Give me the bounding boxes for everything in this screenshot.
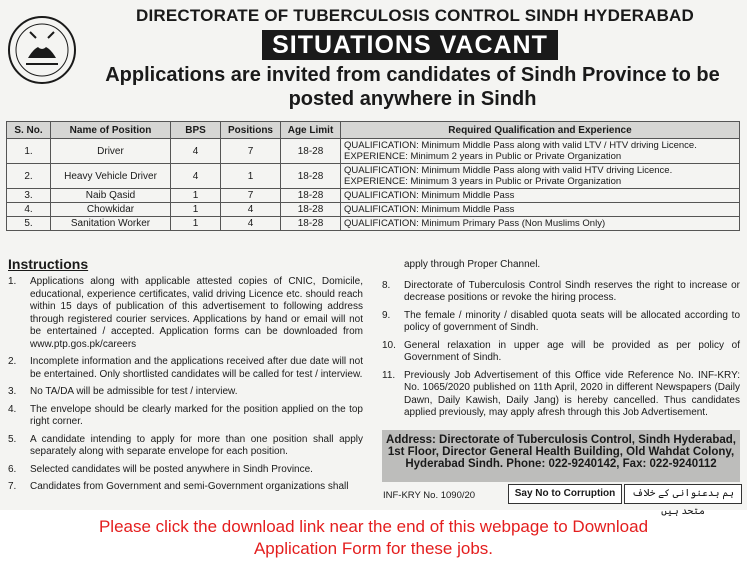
item-number: 6. (8, 463, 17, 475)
age-limit: 18-28 (281, 139, 341, 164)
positions-table (6, 121, 740, 231)
serial-number: 5. (7, 217, 51, 231)
serial-number: 1. (7, 139, 51, 164)
notice-line: Application Form for these jobs. (253, 539, 494, 558)
bps-value: 1 (171, 189, 221, 203)
item-text: General relaxation in upper age will be provided as per policy of Government of Sindh. (404, 339, 740, 363)
experience-text: EXPERIENCE: Minimum 3 years in Public or Private Organization (344, 176, 622, 187)
item-text: Applications along with applicable attested copies of CNIC, Domicile, educational, experience certificates, valid driving Licence etc. should reach within 15 days of publication of this advertisement to following address through registered courier services. Applications by hand or email will not be entertained / accepted. Application forms can be downloaded from www.ptp.gos.pk/careers (30, 276, 363, 350)
item-number: 1. (8, 276, 17, 287)
instruction-item (8, 404, 363, 429)
item-text: Selected candidates will be posted anywhere in Sindh Province. (30, 463, 313, 475)
bps-value: 1 (171, 217, 221, 231)
age-limit: 18-28 (281, 189, 341, 203)
bps-value: 4 (171, 139, 221, 164)
table-row (7, 139, 740, 164)
item-text: Incomplete information and the applications received after due date will not be entertained. Only shortlisted candidates will be called for test / interview. (30, 356, 363, 380)
item-text: No TA/DA will be admissible for test / interview. (30, 386, 238, 397)
instruction-item (8, 434, 363, 459)
item-number: 2. (8, 356, 17, 367)
experience-text: EXPERIENCE: Minimum 2 years in Public or Private Organization (344, 151, 622, 162)
say-no-to-corruption-box: Say No to Corruption (508, 484, 622, 504)
positions-count: 1 (221, 164, 281, 189)
qualification-text: QUALIFICATION: Minimum Middle Pass (341, 203, 740, 217)
instructions-right-column (382, 259, 740, 425)
column-header: Age Limit (281, 122, 341, 139)
table-row (7, 189, 740, 203)
item-number: 5. (8, 433, 17, 445)
item-number: 9. (382, 309, 391, 321)
item-number: 3. (8, 386, 17, 397)
instruction-item (8, 464, 363, 477)
item-number: 10. (382, 339, 396, 351)
positions-count: 4 (221, 217, 281, 231)
sindh-government-logo (6, 14, 78, 86)
reference-number: INF-KRY No. 1090/20 (383, 490, 476, 501)
item-text: The envelope should be clearly marked for the position applied on the top right corner. (30, 403, 363, 427)
address-box (382, 430, 740, 482)
situations-vacant-banner: SITUATIONS VACANT (262, 30, 558, 60)
instruction-item (382, 370, 740, 420)
bps-value: 4 (171, 164, 221, 189)
qualification-text: QUALIFICATION: Minimum Middle Pass (341, 189, 740, 203)
table-row (7, 164, 740, 189)
urdu-slogan-box: ہم بدعنوانی کے خلاف متحد ہیں (624, 484, 742, 504)
positions-count: 4 (221, 203, 281, 217)
table-row (7, 203, 740, 217)
age-limit: 18-28 (281, 217, 341, 231)
column-header: BPS (171, 122, 221, 139)
column-header: Required Qualification and Experience (341, 122, 740, 139)
header-title: DIRECTORATE OF TUBERCULOSIS CONTROL SINDH HYDERABAD (136, 6, 694, 25)
invitation-text: Applications are invited from candidates of Sindh Province to be posted anywhere in Sindh (105, 64, 720, 110)
column-header: Name of Position (51, 122, 171, 139)
instructions-left-column (8, 276, 363, 499)
serial-number: 3. (7, 189, 51, 203)
column-header: Positions (221, 122, 281, 139)
bps-value: 1 (171, 203, 221, 217)
qualification-text: QUALIFICATION: Minimum Middle Pass along with valid LTV / HTV driving Licence. (344, 140, 697, 151)
qualification-text: QUALIFICATION: Minimum Primary Pass (Non Muslims Only) (341, 217, 740, 231)
age-limit: 18-28 (281, 203, 341, 217)
age-limit: 18-28 (281, 164, 341, 189)
address-line: Address: Directorate of Tuberculosis Control, Sindh Hyderabad, (386, 434, 736, 446)
address-line: 1st Floor, Director General Health Building, Old Wahdat Colony, (387, 446, 735, 458)
position-name: Heavy Vehicle Driver (51, 164, 171, 189)
item-number: 11. (382, 369, 396, 381)
table-header-row (7, 122, 740, 139)
instruction-item (382, 280, 740, 305)
item-number: 4. (8, 403, 17, 415)
instruction-item (8, 481, 363, 494)
instruction-item (382, 340, 740, 365)
column-header: S. No. (7, 122, 51, 139)
position-name: Chowkidar (51, 203, 171, 217)
serial-number: 2. (7, 164, 51, 189)
instructions-heading: Instructions (8, 256, 89, 272)
instruction-item (8, 276, 363, 351)
table-row (7, 217, 740, 231)
qualification-text: QUALIFICATION: Minimum Middle Pass along with valid HTV driving Licence. (344, 165, 673, 176)
download-notice (0, 516, 747, 560)
positions-count: 7 (221, 139, 281, 164)
position-name: Naib Qasid (51, 189, 171, 203)
item-number: 7. (8, 481, 17, 492)
qualification-cell (341, 164, 740, 189)
serial-number: 4. (7, 203, 51, 217)
instruction-item (8, 386, 363, 399)
instruction-item (382, 310, 740, 335)
position-name: Driver (51, 139, 171, 164)
address-line: Hyderabad Sindh. Phone: 022-9240142, Fax: 022-9240112 (405, 458, 717, 470)
notice-line: Please click the download link near the end of this webpage to Download (98, 517, 649, 536)
positions-count: 7 (221, 189, 281, 203)
item-text: Candidates from Government and semi-Government organizations shall (30, 481, 349, 492)
item-text: A candidate intending to apply for more than one position shall apply separately along with separate envelope for each position. (30, 433, 363, 457)
position-name: Sanitation Worker (51, 217, 171, 231)
item-text: Directorate of Tuberculosis Control Sindh reserves the right to increase or decrease positions or revoke the hiring process. (404, 279, 740, 303)
instruction-item (8, 356, 363, 381)
item-text: Previously Job Advertisement of this Office vide Reference No. INF-KRY: No. 1065/2020 published on 11th April, 2020 in different Newspapers (Daily Dawn, Daily Kawish, Daily Jang) is hereby cancelled. Thus candidates applied previously, may apply afresh through this Job Advertisement. (404, 369, 740, 418)
instruction-continuation: apply through Proper Channel. (404, 259, 541, 270)
item-text: The female / minority / disabled quota seats will be allocated according to policy of government of Sindh. (404, 309, 740, 333)
item-number: 8. (382, 279, 391, 291)
qualification-cell (341, 139, 740, 164)
